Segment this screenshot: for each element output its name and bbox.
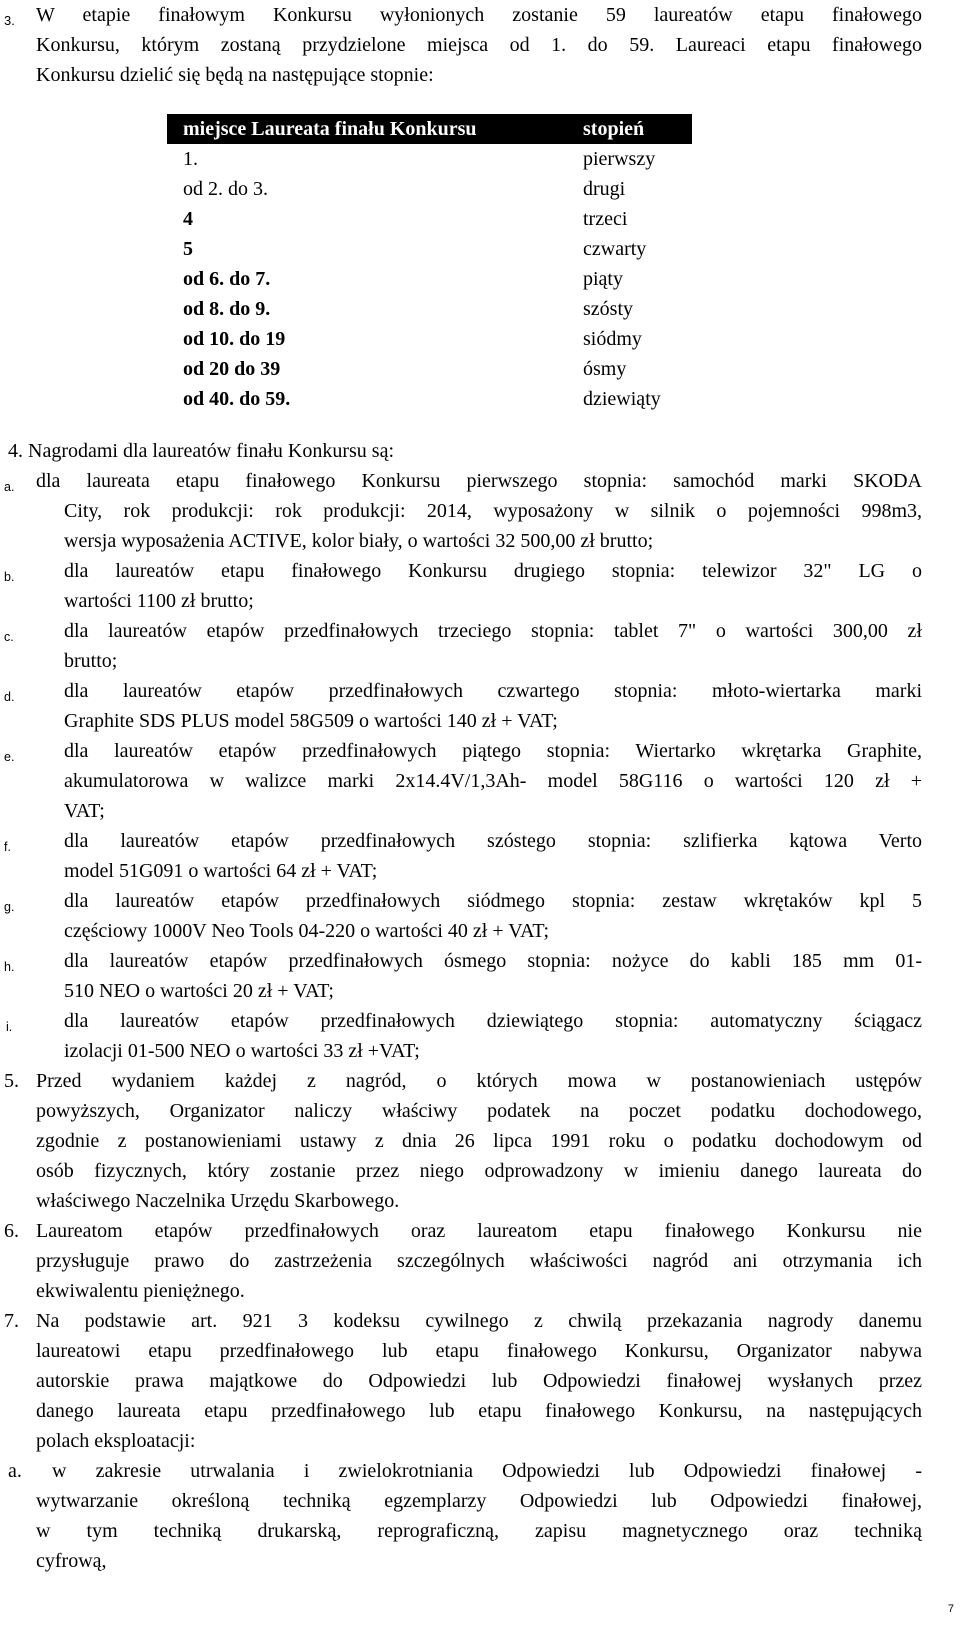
section-7-sub-line: w tym techniką drukarską, reprograficzną, zapisu magnetycznego oraz techniką	[36, 1520, 922, 1542]
row-degree: szósty	[583, 298, 633, 320]
prize-marker: b.	[4, 570, 15, 584]
row-place: 1.	[183, 148, 198, 170]
prize-line: wersja wyposażenia ACTIVE, kolor biały, o wartości 32 500,00 zł brutto;	[64, 530, 654, 552]
prize-line: VAT;	[64, 800, 105, 822]
section-6-number: 6.	[4, 1220, 19, 1242]
row-degree: trzeci	[583, 208, 628, 230]
prize-marker: c.	[4, 630, 14, 644]
section-5-line: zgodnie z postanowieniami ustawy z dnia 26 lipca 1991 roku o podatku dochodowym od	[36, 1130, 922, 1152]
section-7-sub-line: wytwarzanie określoną techniką egzemplarzy Odpowiedzi lub Odpowiedzi finałowej,	[36, 1490, 922, 1512]
prize-line: izolacji 01-500 NEO o wartości 33 zł +VAT;	[64, 1040, 420, 1062]
row-degree: drugi	[583, 178, 626, 200]
row-place: od 10. do 19	[183, 328, 286, 350]
prize-line: Graphite SDS PLUS model 58G509 o wartości 140 zł + VAT;	[64, 710, 558, 732]
prize-line: dla laureatów etapów przedfinałowych trzeciego stopnia: tablet 7" o wartości 300,00 zł	[64, 620, 922, 642]
row-degree: czwarty	[583, 238, 647, 260]
prize-marker: i.	[6, 1020, 13, 1034]
table-row	[167, 384, 692, 414]
row-place: od 2. do 3.	[183, 178, 268, 200]
section-4-heading: 4. Nagrodami dla laureatów finału Konkursu są:	[8, 440, 395, 462]
section-5-line: powyższych, Organizator naliczy właściwy podatek na poczet podatku dochodowego,	[36, 1100, 922, 1122]
row-place: 5	[183, 238, 193, 260]
prize-line: dla laureatów etapów przedfinałowych ósmego stopnia: nożyce do kabli 185 mm 01-	[64, 950, 922, 972]
row-place: 4	[183, 208, 193, 230]
prize-marker: d.	[4, 690, 15, 704]
header-place: miejsce Laureata finału Konkursu	[183, 118, 477, 140]
section-7-number: 7.	[4, 1310, 19, 1332]
prize-line: dla laureatów etapów przedfinałowych piątego stopnia: Wiertarko wkrętarka Graphite,	[64, 740, 922, 762]
row-place: od 8. do 9.	[183, 298, 271, 320]
page-number: 7	[947, 1603, 954, 1615]
prize-line: dla laureatów etapu finałowego Konkursu drugiego stopnia: telewizor 32" LG o	[64, 560, 922, 582]
prize-line: brutto;	[64, 650, 118, 672]
row-place: od 6. do 7.	[183, 268, 271, 290]
section-7-sub-marker: a.	[8, 1460, 22, 1482]
section-7-sub-line: cyfrową,	[36, 1550, 107, 1572]
section-5-line: osób fizycznych, który zostanie przez niego odprowadzony w imieniu danego laureata do	[36, 1160, 922, 1182]
table-row	[167, 174, 692, 204]
prize-marker: g.	[4, 900, 15, 914]
section-7-sub-line: w zakresie utrwalania i zwielokrotniania Odpowiedzi lub Odpowiedzi finałowej -	[52, 1460, 922, 1482]
prize-marker: f.	[4, 840, 11, 854]
section-7-line: polach eksploatacji:	[36, 1430, 196, 1452]
prize-line: wartości 1100 zł brutto;	[64, 590, 254, 612]
table-row	[167, 144, 692, 174]
table-row	[167, 324, 692, 354]
prize-marker: a.	[4, 480, 15, 494]
rank-table	[167, 114, 692, 414]
row-place: od 40. do 59.	[183, 388, 291, 410]
row-degree: pierwszy	[583, 148, 656, 170]
prize-line: częściowy 1000V Neo Tools 04-220 o wartości 40 zł + VAT;	[64, 920, 550, 942]
table-row	[167, 264, 692, 294]
row-degree: siódmy	[583, 328, 642, 350]
section-3-line: Konkursu, którym zostaną przydzielone miejsca od 1. do 59. Laureaci etapu finałowego	[36, 34, 922, 56]
section-3-line: W etapie finałowym Konkursu wyłonionych zostanie 59 laureatów etapu finałowego	[36, 4, 922, 26]
row-degree: ósmy	[583, 358, 627, 380]
table-row	[167, 294, 692, 324]
prize-marker: h.	[4, 960, 15, 974]
section-7-line: danego laureata etapu przedfinałowego lub etapu finałowego Konkursu, na następujących	[36, 1400, 922, 1422]
row-degree: dziewiąty	[583, 388, 661, 410]
header-degree: stopień	[583, 118, 645, 140]
prize-line: model 51G091 o wartości 64 zł + VAT;	[64, 860, 378, 882]
prize-line: dla laureatów etapów przedfinałowych czwartego stopnia: młoto-wiertarka marki	[64, 680, 922, 702]
section-5-line: właściwego Naczelnika Urzędu Skarbowego.	[36, 1190, 400, 1212]
table-header	[167, 114, 692, 144]
prize-line: akumulatorowa w walizce marki 2x14.4V/1,3Ah- model 58G116 o wartości 120 zł +	[64, 770, 922, 792]
prize-line: dla laureata etapu finałowego Konkursu pierwszego stopnia: samochód marki SKODA	[36, 470, 922, 492]
section-7-line: Na podstawie art. 921 3 kodeksu cywilnego z chwilą przekazania nagrody danemu	[36, 1310, 922, 1332]
row-place: od 20 do 39	[183, 358, 281, 380]
row-degree: piąty	[583, 268, 623, 290]
section-7-line: laureatowi etapu przedfinałowego lub etapu finałowego Konkursu, Organizator nabywa	[36, 1340, 922, 1362]
section-3-number: 3.	[4, 13, 15, 28]
section-6-line: przysługuje prawo do zastrzeżenia szczególnych właściwości nagród ani otrzymania ich	[36, 1250, 922, 1272]
prize-line: dla laureatów etapów przedfinałowych dziewiątego stopnia: automatyczny ściągacz	[64, 1010, 922, 1032]
section-7-line: autorskie prawa majątkowe do Odpowiedzi lub Odpowiedzi finałowej wysłanych przez	[36, 1370, 922, 1392]
table-row	[167, 204, 692, 234]
prize-line: dla laureatów etapów przedfinałowych szóstego stopnia: szlifierka kątowa Verto	[64, 830, 922, 852]
section-5-line: Przed wydaniem każdej z nagród, o których mowa w postanowieniach ustępów	[36, 1070, 922, 1092]
prize-marker: e.	[4, 750, 15, 764]
section-6-line: ekwiwalentu pieniężnego.	[36, 1280, 245, 1302]
prize-line: 510 NEO o wartości 20 zł + VAT;	[64, 980, 334, 1002]
section-6-line: Laureatom etapów przedfinałowych oraz laureatom etapu finałowego Konkursu nie	[36, 1220, 922, 1242]
section-3-line: Konkursu dzielić się będą na następujące stopnie:	[36, 64, 434, 86]
table-row	[167, 234, 692, 264]
prize-line: dla laureatów etapów przedfinałowych siódmego stopnia: zestaw wkrętaków kpl 5	[64, 890, 922, 912]
prize-line: City, rok produkcji: rok produkcji: 2014, wyposażony w silnik o pojemności 998m3,	[64, 500, 922, 522]
table-row	[167, 354, 692, 384]
section-5-number: 5.	[4, 1070, 19, 1092]
